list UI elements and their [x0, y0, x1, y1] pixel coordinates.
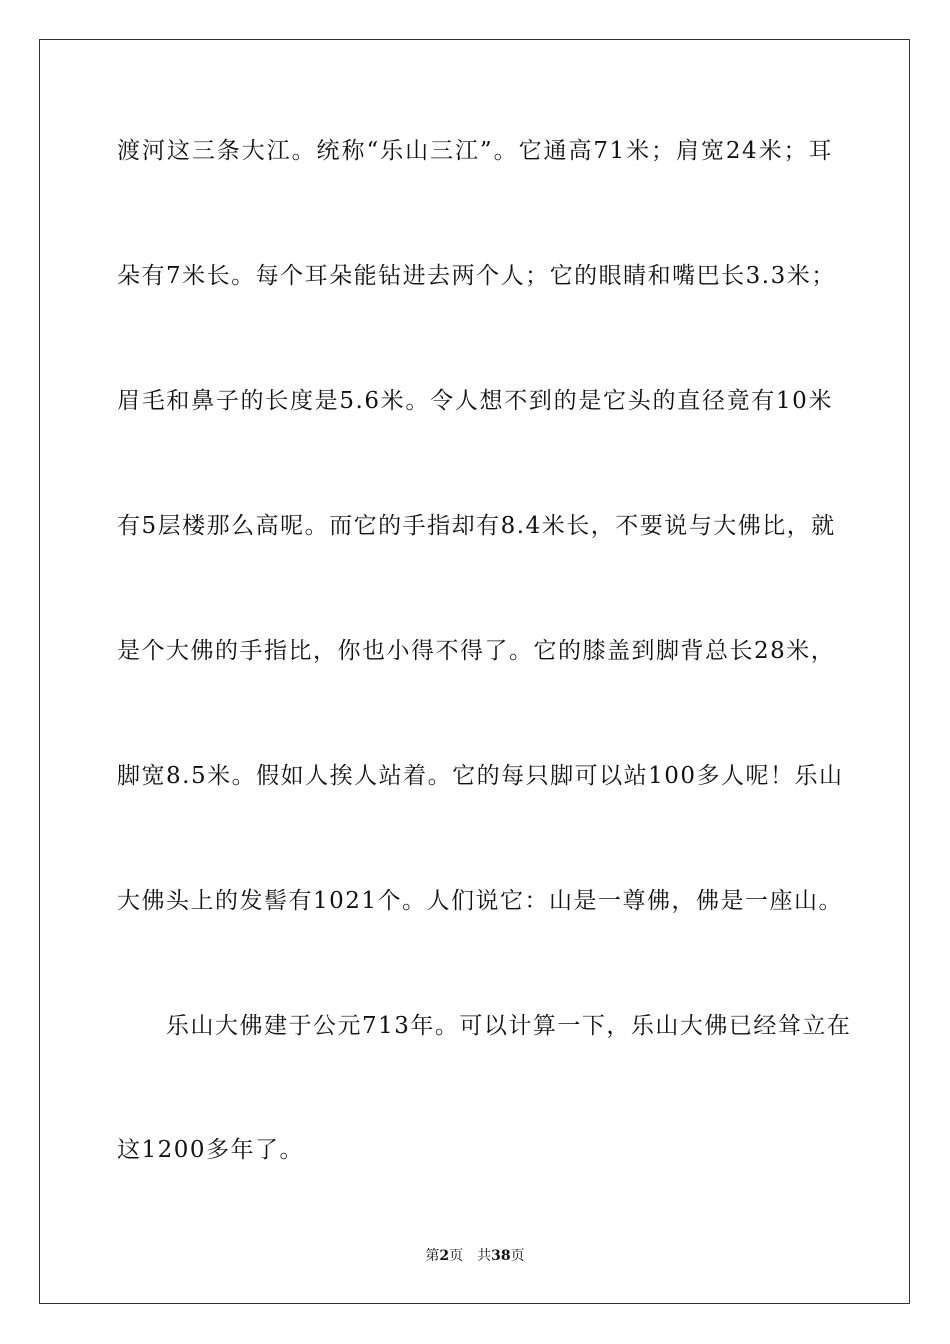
text-line: 眉毛和鼻子的长度是5.6米。令人想不到的是它头的直径竟有10米 — [117, 388, 833, 414]
page-footer — [0, 1246, 950, 1266]
text-line: 乐山大佛建于公元713年。可以计算一下，乐山大佛已经耸立在 — [117, 1013, 852, 1039]
text-line: 渡河这三条大江。统称“乐山三江”。它通高71米；肩宽24米；耳 — [117, 138, 833, 164]
text-line: 朵有7米长。每个耳朵能钻进去两个人；它的眼睛和嘴巴长3.3米； — [117, 263, 836, 289]
text-line: 大佛头上的发髻有1021个。人们说它：山是一尊佛，佛是一座山。 — [117, 888, 844, 914]
total-page-number: 38 — [491, 1248, 511, 1264]
page-suffix: 页 — [510, 1248, 525, 1264]
text-line: 脚宽8.5米。假如人挨人站着。它的每只脚可以站100多人呢！乐山 — [117, 763, 844, 789]
text-line: 这1200多年了。 — [117, 1137, 305, 1163]
page-mid: 页 共 — [449, 1248, 492, 1264]
current-page-number: 2 — [439, 1248, 450, 1264]
text-line: 是个大佛的手指比，你也小得不得了。它的膝盖到脚背总长28米， — [117, 638, 836, 664]
text-line: 有5层楼那么高呢。而它的手指却有8.4米长，不要说与大佛比，就 — [117, 513, 836, 539]
page-prefix: 第 — [425, 1248, 440, 1264]
page-border — [39, 39, 910, 1304]
